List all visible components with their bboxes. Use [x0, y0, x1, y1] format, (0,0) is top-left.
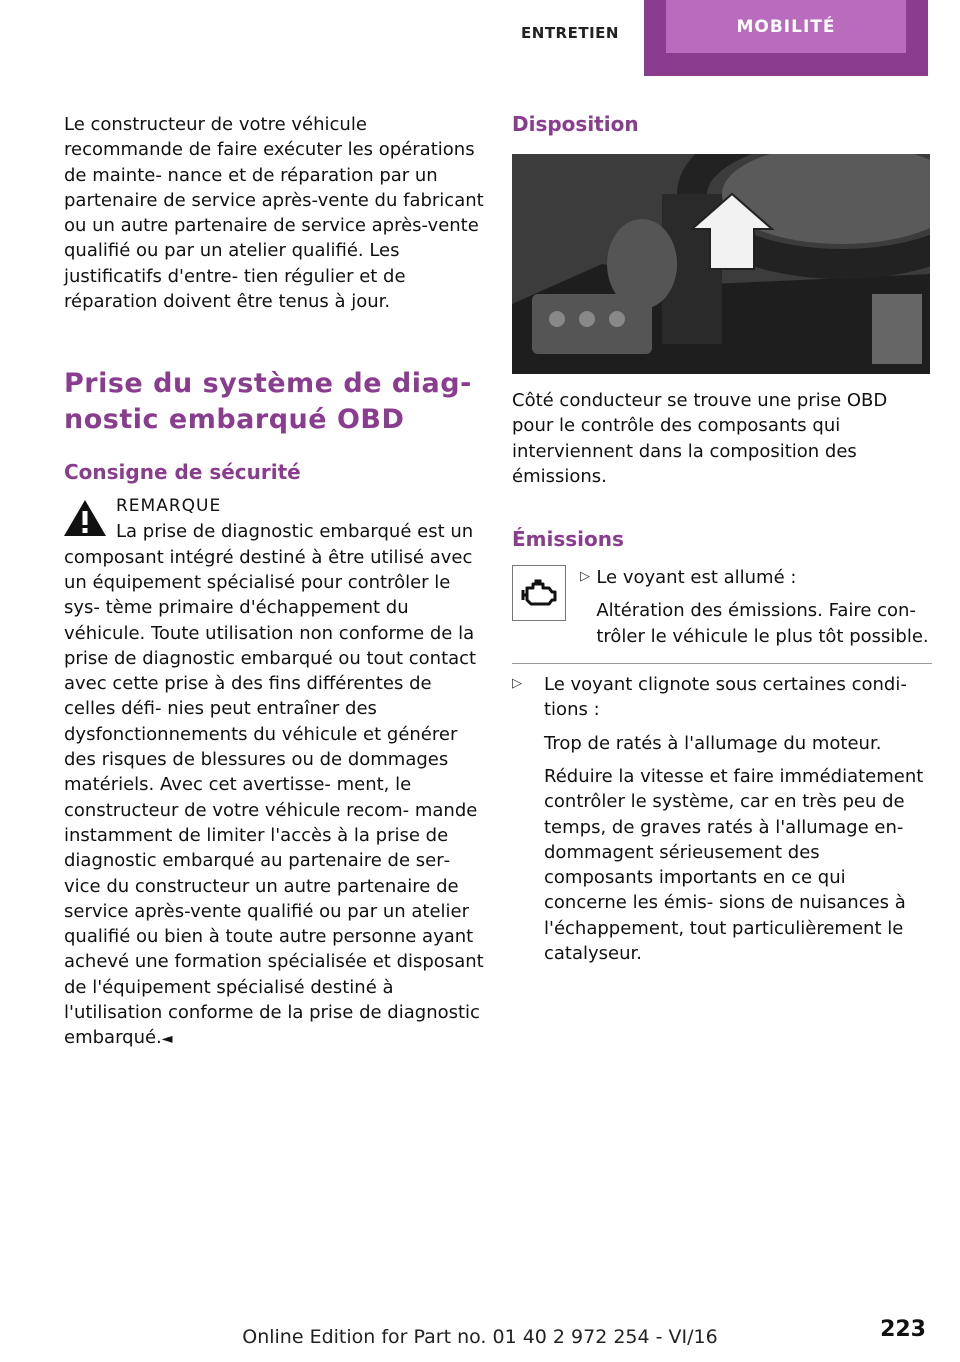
item1-body: [596, 565, 932, 649]
end-mark: ◄: [161, 1031, 173, 1048]
left-column: [64, 112, 484, 1053]
item1-detail: Altération des émissions. Faire con‐ trôler le véhicule le plus tôt possible.: [596, 600, 929, 647]
item2-body: [544, 672, 930, 966]
right-column: [512, 112, 932, 966]
tab-entretien[interactable]: ENTRETIEN: [521, 24, 619, 42]
warning-label: REMARQUE: [116, 496, 222, 517]
warning-body: composant intégré destiné à être utilisé avec un équipement spécialisé pour contrôler le sys‐ tème primaire d'échappement du véhicule. Toute utilisation non conforme de la prise de diagnostic embarqué ou tout contact avec cette prise à des fins différentes de celles défi‐ nies peut entraîner des dysfonctionnements du véhicule et générer des risques de blessures ou de dommages matériels. Avec cet avertisse‐ ment, le constructeur de votre véhicule recom‐ mande instamment de limiter l'accès à la prise de diagnostic embarqué au partenaire de ser‐ vice du constructeur un autre partenaire de service après-vente qualifié ou par un atelier qualifié ou bien à toute autre personne ayant achevé une formation spécialisée et disposant de l'équipement spécialisé destiné à l'utilisation conforme de la prise de diagnostic embarqué.: [64, 546, 484, 1049]
check-engine-icon: [517, 578, 561, 608]
tab-mobilite-label: MOBILITÉ: [666, 0, 906, 53]
warning-block: [64, 494, 484, 1052]
item2-lead: Le voyant clignote sous certaines condi‐ tions :: [544, 674, 907, 721]
warning-triangle-icon: [62, 498, 108, 538]
obd-socket-photo: [512, 154, 930, 374]
chapter-tabs: [496, 0, 928, 76]
indicator-item-blink: [512, 672, 932, 966]
section-title: Prise du système de diag‐ nostic embarqué OBD: [64, 368, 472, 436]
item2-detail2: Réduire la vitesse et faire immédiatement contrôler le système, car en très peu de temps, de graves ratés à l'allumage en‐ dommagent sérieusement des composants importants en ce qui concerne les émis‐ sions de nuisances à l'échappement, tout particulièrement le catalyseur.: [544, 765, 924, 965]
footer-edition: Online Edition for Part no. 01 40 2 972 254 - VI/16: [242, 1326, 718, 1348]
disposition-text: Côté conducteur se trouve une prise OBD pour le contrôle des composants qui interviennent dans la composition des émissions.: [512, 390, 888, 487]
item2-detail1: Trop de ratés à l'allumage du moteur.: [544, 732, 882, 754]
lamp-box: [512, 565, 566, 621]
warning-lead: [64, 519, 484, 544]
subsection-title: Consigne de sécurité: [64, 460, 301, 485]
tab-mobilite[interactable]: [644, 0, 928, 76]
warning-text: [64, 545, 484, 1053]
bullet-marker: ▷: [512, 676, 522, 692]
indicator-item-lit: [512, 565, 932, 649]
emissions-title: Émissions: [512, 527, 624, 552]
warning-lead-text: La prise de diagnostic embarqué est un: [116, 521, 474, 543]
divider: [512, 663, 932, 664]
intro-paragraph: Le constructeur de votre véhicule recommande de faire exécuter les opérations de mainte‐ nance et de réparation par un partenaire de service après-vente du fabricant ou un autre partenaire de service après-vente qualifié ou par un atelier qualifié. Les justificatifs d'entre‐ tien régulier et de réparation doivent être tenus à jour.: [64, 114, 484, 313]
page-number: 223: [880, 1317, 926, 1342]
bullet-marker: ▷: [580, 569, 590, 585]
disposition-title: Disposition: [512, 112, 639, 136]
item1-lead: Le voyant est allumé :: [596, 567, 797, 589]
